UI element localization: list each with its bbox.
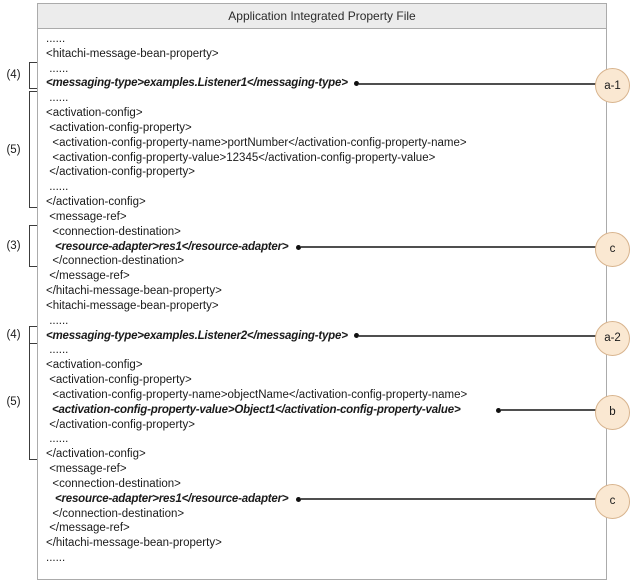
code-text: </activation-config-property> (46, 418, 195, 431)
code-text: ...... (46, 181, 69, 194)
code-line (46, 299, 606, 314)
group-label: (3) (6, 240, 21, 253)
code-line (46, 418, 606, 433)
code-text: <resource-adapter>res1</resource-adapter> (46, 492, 289, 505)
code-text: <activation-config-property> (46, 374, 192, 387)
code-line (46, 106, 606, 121)
code-text: ...... (46, 92, 69, 105)
code-line (46, 284, 606, 299)
code-line (46, 314, 606, 329)
code-line (46, 343, 606, 358)
callout-line (359, 335, 606, 337)
code-line (46, 373, 606, 388)
code-text: <connection-destination> (46, 477, 181, 490)
code-text: <messaging-type>examples.Listener1</messaging-type> (46, 77, 348, 90)
code-line (46, 165, 606, 180)
code-text: ...... (46, 314, 69, 327)
group-label: (4) (6, 329, 21, 341)
group-bracket (29, 225, 37, 267)
code-text: ...... (46, 551, 66, 564)
group-label: (5) (6, 143, 21, 156)
code-text: <connection-destination> (46, 225, 181, 238)
code-line (46, 551, 606, 566)
code-line (46, 521, 606, 536)
code-line (46, 62, 606, 77)
diagram-title: Application Integrated Property File (228, 9, 416, 23)
code-line (46, 492, 606, 507)
code-text: <activation-config-property-value>Object1</activation-config-property-value> (46, 403, 461, 416)
code-text: <resource-adapter>res1</resource-adapter> (46, 240, 289, 253)
code-text: <message-ref> (46, 210, 127, 223)
callout-badge-c: c (595, 232, 630, 267)
code-text: </activation-config> (46, 196, 146, 209)
code-line (46, 32, 606, 47)
code-line (46, 507, 606, 522)
file-title-bar (38, 4, 606, 29)
code-text: </hitachi-message-bean-property> (46, 285, 222, 298)
code-line (46, 210, 606, 225)
code-text: </connection-destination> (46, 507, 185, 520)
code-text: <activation-config-property-name>portNumber</activation-config-property-name> (46, 136, 467, 149)
file-content (38, 29, 606, 566)
code-text: <message-ref> (46, 463, 127, 476)
code-line (46, 388, 606, 403)
code-line (46, 462, 606, 477)
group-bracket (29, 62, 37, 90)
code-line (46, 269, 606, 284)
callout-badge-a-2: a-2 (595, 321, 630, 356)
code-line (46, 447, 606, 462)
callout-badge-c: c (595, 484, 630, 519)
code-text: ...... (46, 33, 66, 45)
group-bracket (29, 326, 37, 345)
code-text: ...... (46, 344, 69, 357)
callout-line (301, 246, 606, 248)
callout-line (301, 498, 606, 500)
code-line (46, 121, 606, 136)
code-text: ...... (46, 433, 69, 446)
code-line (46, 432, 606, 447)
code-line (46, 536, 606, 551)
code-line (46, 180, 606, 195)
callout-line (501, 409, 606, 411)
group-label: (5) (6, 395, 21, 408)
code-text: </hitachi-message-bean-property> (46, 537, 222, 550)
code-line (46, 477, 606, 492)
group-bracket (29, 343, 37, 460)
code-text: </activation-config> (46, 448, 146, 461)
code-line (46, 329, 606, 344)
code-line (46, 91, 606, 106)
code-line (46, 403, 606, 418)
property-file-box (37, 3, 607, 580)
code-text: <activation-config> (46, 359, 143, 372)
code-line (46, 254, 606, 269)
code-text: </message-ref> (46, 522, 130, 535)
code-line (46, 195, 606, 210)
callout-line (359, 83, 606, 85)
code-line (46, 47, 606, 62)
code-line (46, 240, 606, 255)
code-text: <messaging-type>examples.Listener2</messaging-type> (46, 329, 348, 342)
code-line (46, 358, 606, 373)
group-label: (4) (6, 69, 21, 82)
code-text: </activation-config-property> (46, 166, 195, 179)
callout-badge-a-1: a-1 (595, 68, 630, 103)
code-line (46, 76, 606, 91)
code-text: ...... (46, 62, 69, 75)
code-text: <activation-config> (46, 107, 143, 120)
code-line (46, 225, 606, 240)
code-text: <activation-config-property-value>12345</activation-config-property-value> (46, 151, 436, 164)
code-text: </connection-destination> (46, 255, 185, 268)
callout-badge-b: b (595, 395, 630, 430)
code-text: <activation-config-property> (46, 121, 192, 134)
code-text: <activation-config-property-name>objectName</activation-config-property-name> (46, 388, 468, 401)
code-text: <hitachi-message-bean-property> (46, 47, 219, 60)
code-line (46, 151, 606, 166)
code-text: </message-ref> (46, 270, 130, 283)
code-text: <hitachi-message-bean-property> (46, 299, 219, 312)
group-bracket (29, 91, 37, 208)
code-line (46, 136, 606, 151)
